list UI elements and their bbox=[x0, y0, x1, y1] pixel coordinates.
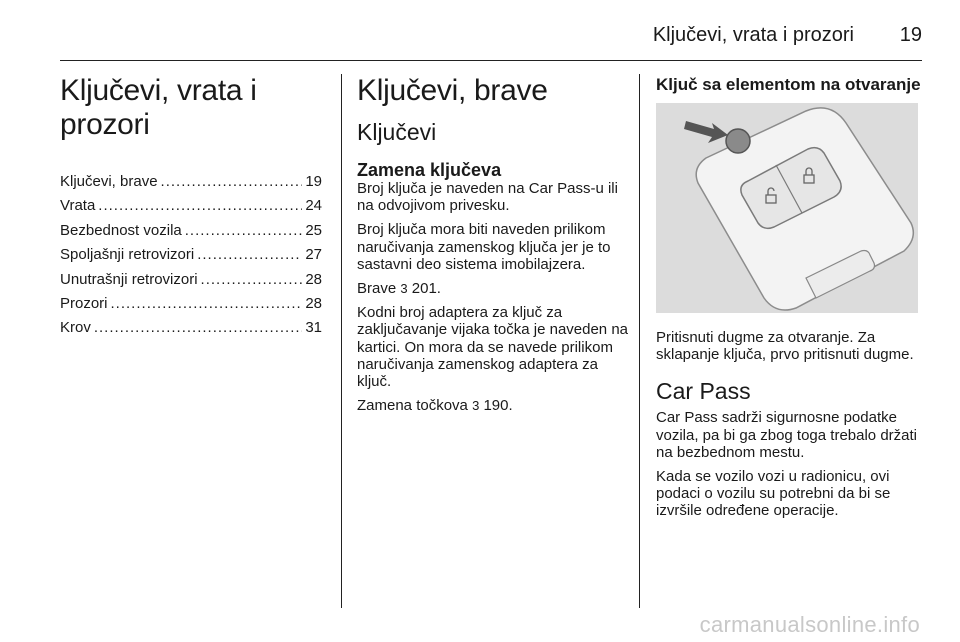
toc-label: Bezbednost vozila bbox=[60, 221, 182, 239]
column-divider bbox=[341, 74, 342, 608]
toc-label: Prozori bbox=[60, 295, 108, 313]
topic-heading: Zamena ključeva bbox=[357, 160, 502, 180]
toc-entry[interactable] bbox=[60, 170, 322, 194]
page-header bbox=[60, 14, 922, 61]
toc-entry[interactable] bbox=[60, 194, 322, 218]
keys-column bbox=[357, 74, 629, 421]
toc-entry[interactable] bbox=[60, 243, 322, 267]
watermark: carmanualsonline.info bbox=[699, 612, 920, 637]
column-divider bbox=[639, 74, 640, 608]
toc-page: 25 bbox=[305, 221, 322, 239]
paragraph bbox=[357, 280, 629, 297]
toc-page: 31 bbox=[305, 319, 322, 337]
toc-entry[interactable] bbox=[60, 292, 322, 316]
subsection-title: Car Pass bbox=[656, 378, 751, 405]
key-fold-column bbox=[656, 74, 922, 527]
paragraph-text: Brave bbox=[357, 280, 401, 298]
header-title: Ključevi, vrata i prozori bbox=[652, 24, 854, 46]
toc-entry[interactable] bbox=[60, 268, 322, 292]
paragraph: Broj ključa mora biti naveden prilikom naručivanja zamenskog ključa jer je to sastavni deo sistema imobilajzera. bbox=[357, 221, 611, 273]
figure-caption: Pritisnuti dugme za otvaranje. Za sklapanje ključa, prvo pritisnuti dugme. bbox=[656, 329, 914, 364]
page-reference[interactable]: 190. bbox=[483, 397, 513, 415]
page-reference-arrow-icon: 3 bbox=[472, 398, 480, 414]
topic-heading: Ključ sa elementom na otvaranje bbox=[656, 75, 921, 94]
page-reference-arrow-icon: 3 bbox=[400, 281, 408, 297]
toc-column bbox=[60, 74, 322, 341]
section-title: Ključevi, brave bbox=[357, 74, 548, 107]
paragraph: Car Pass sadrži sigurnosne podatke vozila, pa bi ga zbog toga trebalo držati na bezbednom mestu. bbox=[656, 409, 917, 461]
chapter-title: Ključevi, vrata i prozori bbox=[60, 74, 257, 141]
paragraph: Broj ključa je naveden na Car Pass-u ili na odvojivom privesku. bbox=[357, 180, 618, 215]
subsection-title: Ključevi bbox=[357, 119, 437, 145]
toc-label: Spoljašnji retrovizori bbox=[60, 246, 195, 264]
toc-entry[interactable] bbox=[60, 219, 322, 243]
toc-page: 24 bbox=[305, 197, 322, 215]
toc-page: 28 bbox=[305, 270, 322, 288]
page-number: 19 bbox=[899, 24, 922, 46]
toc-page: 19 bbox=[305, 173, 322, 190]
key-illustration bbox=[656, 103, 918, 313]
paragraph: Kodni broj adaptera za ključ za zaključavanje vijaka točka je naveden na kartici. On mora da se navede prilikom naručivanja zamenskog adaptera za ključ. bbox=[357, 304, 629, 391]
toc-label: Krov bbox=[60, 319, 91, 337]
folding-key-icon bbox=[656, 103, 918, 313]
toc-page: 28 bbox=[305, 295, 322, 313]
page-reference[interactable]: 201. bbox=[411, 280, 441, 298]
paragraph: Kada se vozilo vozi u radionicu, ovi podaci o vozilu su potrebni da bi se izvršile određene operacije. bbox=[656, 468, 891, 520]
toc-label: Ključevi, brave bbox=[60, 173, 158, 190]
toc-label: Vrata bbox=[60, 197, 96, 215]
toc-entry[interactable] bbox=[60, 316, 322, 340]
toc-page: 27 bbox=[305, 246, 322, 264]
paragraph-text: Zamena točkova bbox=[357, 397, 473, 415]
toc-label: Unutrašnji retrovizori bbox=[60, 270, 198, 288]
table-of-contents bbox=[60, 170, 322, 341]
paragraph bbox=[357, 397, 629, 414]
